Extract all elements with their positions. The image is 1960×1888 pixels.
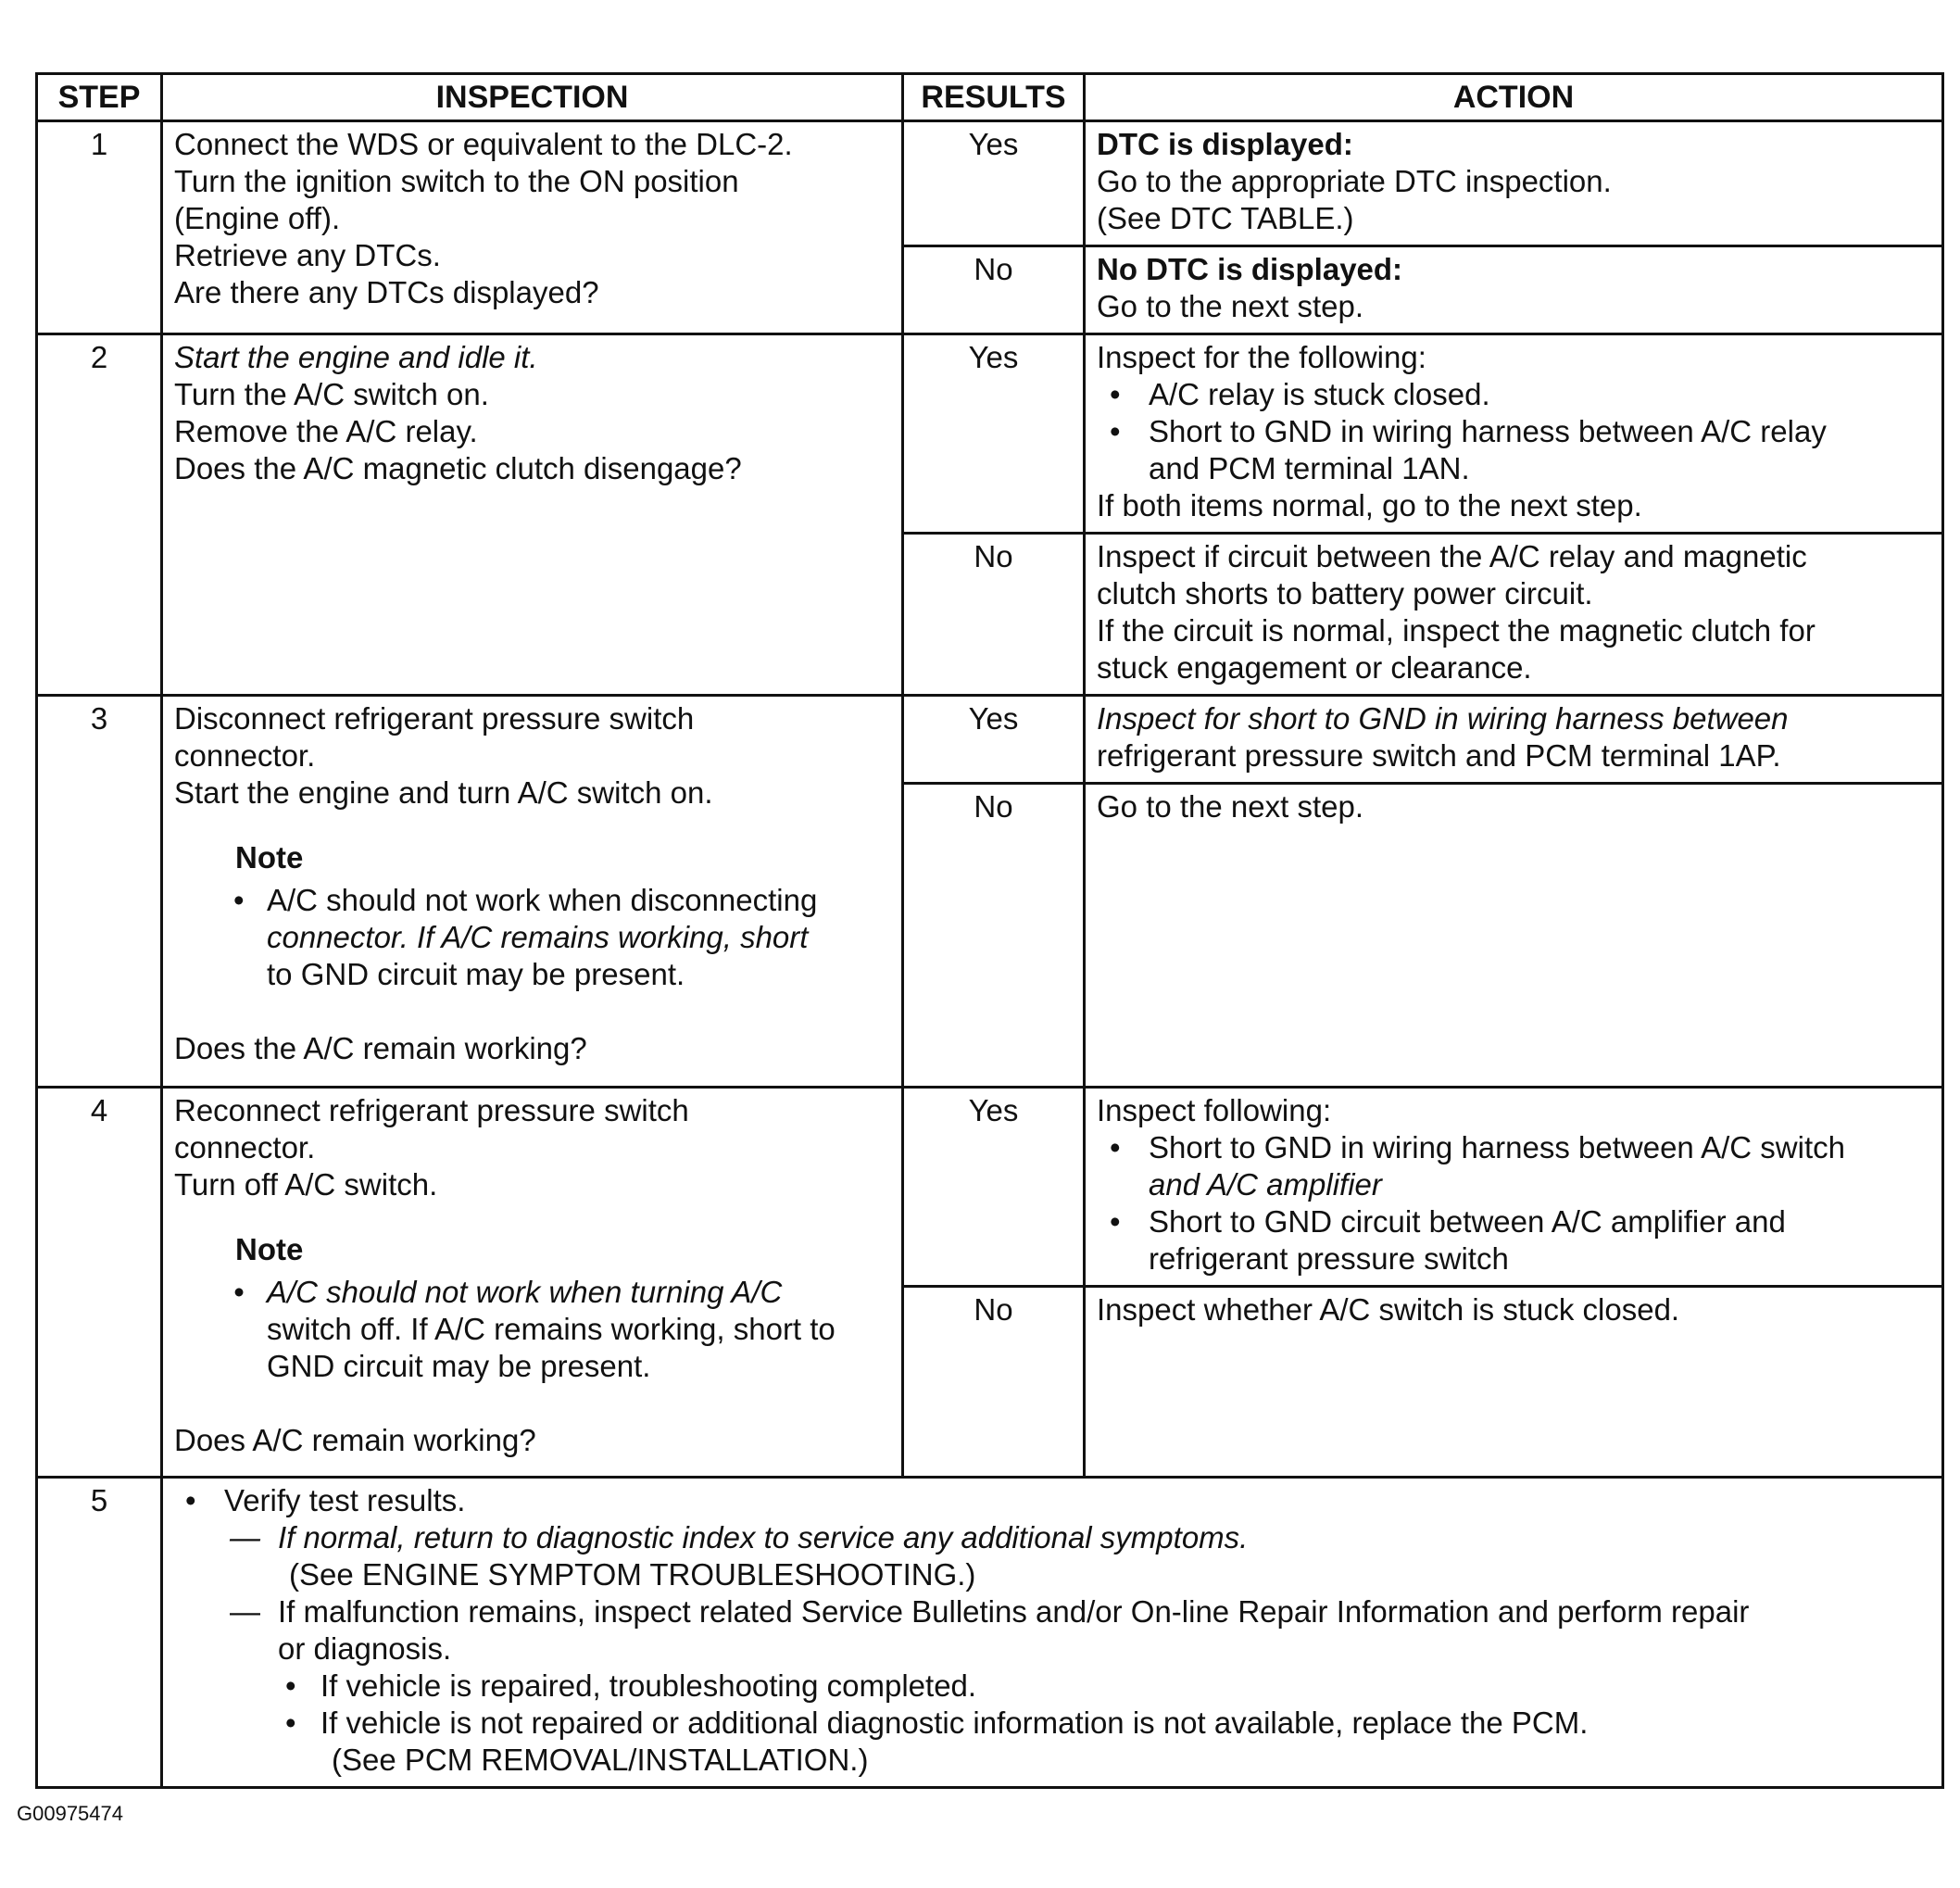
inspection-line: Disconnect refrigerant pressure switch [174,701,695,736]
diagnostic-table [35,72,1944,1789]
header-results: RESULTS [903,74,1085,121]
step-1-inspection [162,121,903,334]
step-1-action-yes [1085,121,1943,246]
action-line: Inspect if circuit between the A/C relay and magnetic [1097,539,1807,573]
step-4-action-no [1085,1287,1943,1478]
step-5-dash-item: — If malfunction remains, inspect related Service Bulletins and/or On-line Repair Information and perform repair [174,1593,1930,1630]
step-1-result-yes: Yes [903,121,1085,246]
note-title: Note [235,1232,304,1266]
step-3-inspection [162,696,903,1088]
step-5-number: 5 [37,1478,162,1788]
action-line: Go to the next step. [1097,789,1364,824]
action-line: Inspect whether A/C switch is stuck closed. [1097,1292,1680,1327]
action-line: Inspect following: [1097,1093,1332,1127]
action-line: Inspect for the following: [1097,340,1426,374]
spacer [174,1385,890,1422]
step-5-sub-bullet: • If vehicle is repaired, troubleshooting completed. [174,1668,1930,1705]
step-3-number: 3 [37,696,162,1088]
step-2-action-yes [1085,334,1943,534]
action-bullet: • Short to GND circuit between A/C amplifier and [1097,1203,1930,1240]
inspection-line: Turn off A/C switch. [174,1167,438,1202]
inspection-line: Turn the A/C switch on. [174,377,489,411]
action-bullet-cont: and A/C amplifier [1149,1167,1382,1202]
inspection-line: Start the engine and turn A/C switch on. [174,775,713,810]
step-5-dash-cont: or diagnosis. [278,1631,452,1666]
step-1-action-no [1085,246,1943,334]
action-line: Go to the appropriate DTC inspection. [1097,164,1612,198]
header-inspection: INSPECTION [162,74,903,121]
step-5-dash-item: — If normal, return to diagnostic index to service any additional symptoms. [174,1519,1930,1556]
action-line: If both items normal, go to the next step. [1097,488,1642,522]
note-line: to GND circuit may be present. [267,957,685,991]
step-5-content [162,1478,1943,1788]
step-2-inspection [162,334,903,696]
note-title: Note [235,840,304,875]
inspection-line: Retrieve any DTCs. [174,238,441,272]
step-5-sub-bullet: • If vehicle is not repaired or additional diagnostic information is not available, replace the PCM. [174,1705,1930,1742]
header-step: STEP [37,74,162,121]
step-2-action-no [1085,534,1943,696]
step-1-number: 1 [37,121,162,334]
step-3-action-no [1085,784,1943,1088]
inspection-line: Connect the WDS or equivalent to the DLC-2. [174,127,793,161]
inspection-question: Does A/C remain working? [174,1423,536,1457]
action-line: If the circuit is normal, inspect the magnetic clutch for [1097,613,1816,648]
inspection-line: Reconnect refrigerant pressure switch [174,1093,689,1127]
step-4-result-yes: Yes [903,1088,1085,1287]
step-4-number: 4 [37,1088,162,1478]
step-2-number: 2 [37,334,162,696]
inspection-question: Are there any DTCs displayed? [174,275,599,309]
header-action: ACTION [1085,74,1943,121]
step-5-sub-cont: (See PCM REMOVAL/INSTALLATION.) [332,1743,869,1777]
action-bullet: • A/C relay is stuck closed. [1097,376,1930,413]
step-4-yes-row [37,1088,1943,1287]
note-bullet: • A/C should not work when turning A/C [233,1274,890,1311]
step-2-result-no: No [903,534,1085,696]
figure-id: G00975474 [17,1802,123,1825]
note-line: connector. If A/C remains working, short [267,920,809,954]
step-3-result-yes: Yes [903,696,1085,784]
action-line: refrigerant pressure switch and PCM terminal 1AP. [1097,738,1781,773]
note-line: switch off. If A/C remains working, short to [267,1312,836,1346]
step-1-result-no: No [903,246,1085,334]
inspection-question: Does the A/C remain working? [174,1031,587,1065]
action-line: Inspect for short to GND in wiring harness between [1097,701,1789,736]
action-title: No DTC is displayed: [1097,252,1403,286]
action-title: DTC is displayed: [1097,127,1353,161]
diagnostic-procedure-page [35,72,1941,1789]
inspection-line: (Engine off). [174,201,341,235]
action-bullet-cont: and PCM terminal 1AN. [1149,451,1470,485]
inspection-line: connector. [174,738,316,773]
spacer [174,993,890,1030]
step-5-row [37,1478,1943,1788]
note-bullet: • A/C should not work when disconnecting [233,882,890,919]
action-bullet: • Short to GND in wiring harness between A/C relay [1097,413,1930,450]
step-4-action-yes [1085,1088,1943,1287]
step-3-yes-row [37,696,1943,784]
inspection-line: Turn the ignition switch to the ON position [174,164,739,198]
step-1-yes-row [37,121,1943,246]
step-2-result-yes: Yes [903,334,1085,534]
action-line: stuck engagement or clearance. [1097,650,1532,685]
inspection-line: Remove the A/C relay. [174,414,478,448]
step-5-dash-cont: (See ENGINE SYMPTOM TROUBLESHOOTING.) [289,1557,976,1592]
step-5-bullet: • Verify test results. [174,1482,1930,1519]
inspection-line: connector. [174,1130,316,1164]
inspection-line: Start the engine and idle it. [174,340,538,374]
step-3-action-yes [1085,696,1943,784]
action-line: clutch shorts to battery power circuit. [1097,576,1593,610]
step-3-result-no: No [903,784,1085,1088]
header-row [37,74,1943,121]
action-line: (See DTC TABLE.) [1097,201,1354,235]
step-4-inspection [162,1088,903,1478]
step-2-yes-row [37,334,1943,534]
inspection-question: Does the A/C magnetic clutch disengage? [174,451,742,485]
action-line: Go to the next step. [1097,289,1364,323]
action-bullet: • Short to GND in wiring harness between A/C switch [1097,1129,1930,1166]
step-4-result-no: No [903,1287,1085,1478]
note-line: GND circuit may be present. [267,1349,651,1383]
action-bullet-cont: refrigerant pressure switch [1149,1241,1509,1276]
